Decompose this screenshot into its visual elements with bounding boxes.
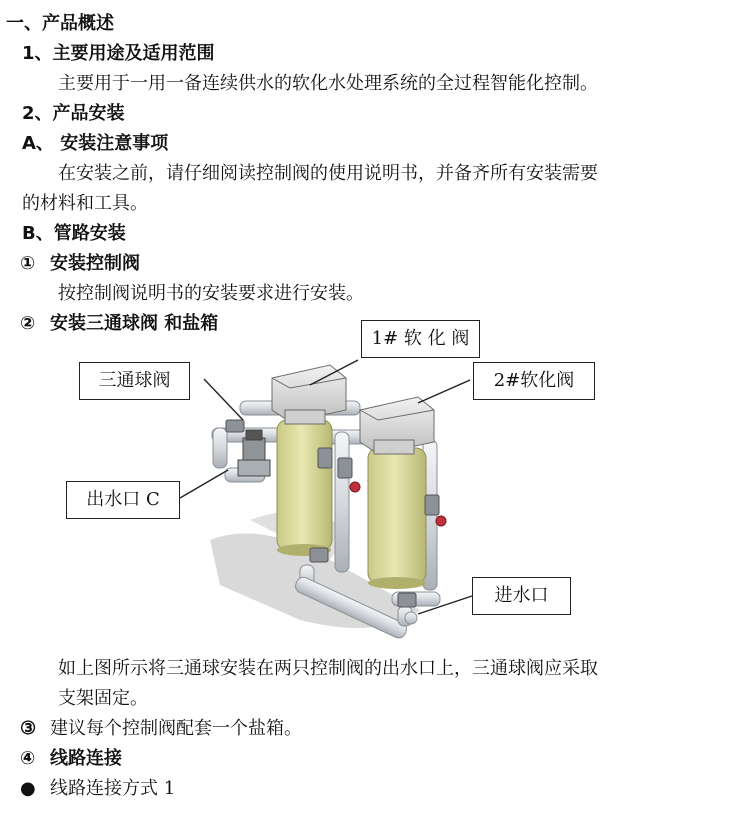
label-three-way-valve: 三通球阀 <box>79 362 190 400</box>
item-marker: ② <box>20 313 36 334</box>
label-valve-2: 2#软化阀 <box>473 362 595 400</box>
label-valve-1: 1# 软 化 阀 <box>361 320 480 358</box>
notes-text-line2: 的材料和工具。 <box>22 193 148 214</box>
heading-install: 2、产品安装 <box>22 103 125 124</box>
item-title: 安装三通球阀 和盐箱 <box>50 313 219 334</box>
tank-1 <box>277 420 332 556</box>
item-1-text: 按控制阀说明书的安装要求进行安装。 <box>58 283 364 304</box>
usage-text: 主要用于一用一备连续供水的软化水处理系统的全过程智能化控制。 <box>58 73 598 94</box>
bullet-text: 线路连接方式 1 <box>50 778 176 799</box>
label-inlet: 进水口 <box>472 577 571 615</box>
bullet-item <box>20 778 175 800</box>
item-marker: ④ <box>20 748 36 769</box>
figure-note-line1: 如上图所示将三通球安装在两只控制阀的出水口上，三通球阀应采取 <box>58 658 598 679</box>
figure-note-line2: 支架固定。 <box>58 688 148 709</box>
section-title: 一、产品概述 <box>6 13 114 34</box>
label-outlet: 出水口 C <box>66 481 180 519</box>
notes-text-line1: 在安装之前，请仔细阅读控制阀的使用说明书，并备齐所有安装需要 <box>58 163 598 184</box>
bullet-icon: ● <box>20 778 36 799</box>
item-title: 安装控制阀 <box>50 253 140 274</box>
tank-2 <box>368 448 426 589</box>
heading-usage: 1、主要用途及适用范围 <box>22 43 215 64</box>
item-4 <box>20 748 122 770</box>
heading-notes: A、 安装注意事项 <box>22 133 169 154</box>
item-title: 线路连接 <box>50 748 122 769</box>
item-3 <box>20 718 302 740</box>
item-marker: ③ <box>20 718 37 739</box>
heading-piping: B、管路安装 <box>22 223 126 244</box>
item-text: 建议每个控制阀配套一个盐箱。 <box>50 718 302 739</box>
item-marker: ① <box>20 253 36 274</box>
